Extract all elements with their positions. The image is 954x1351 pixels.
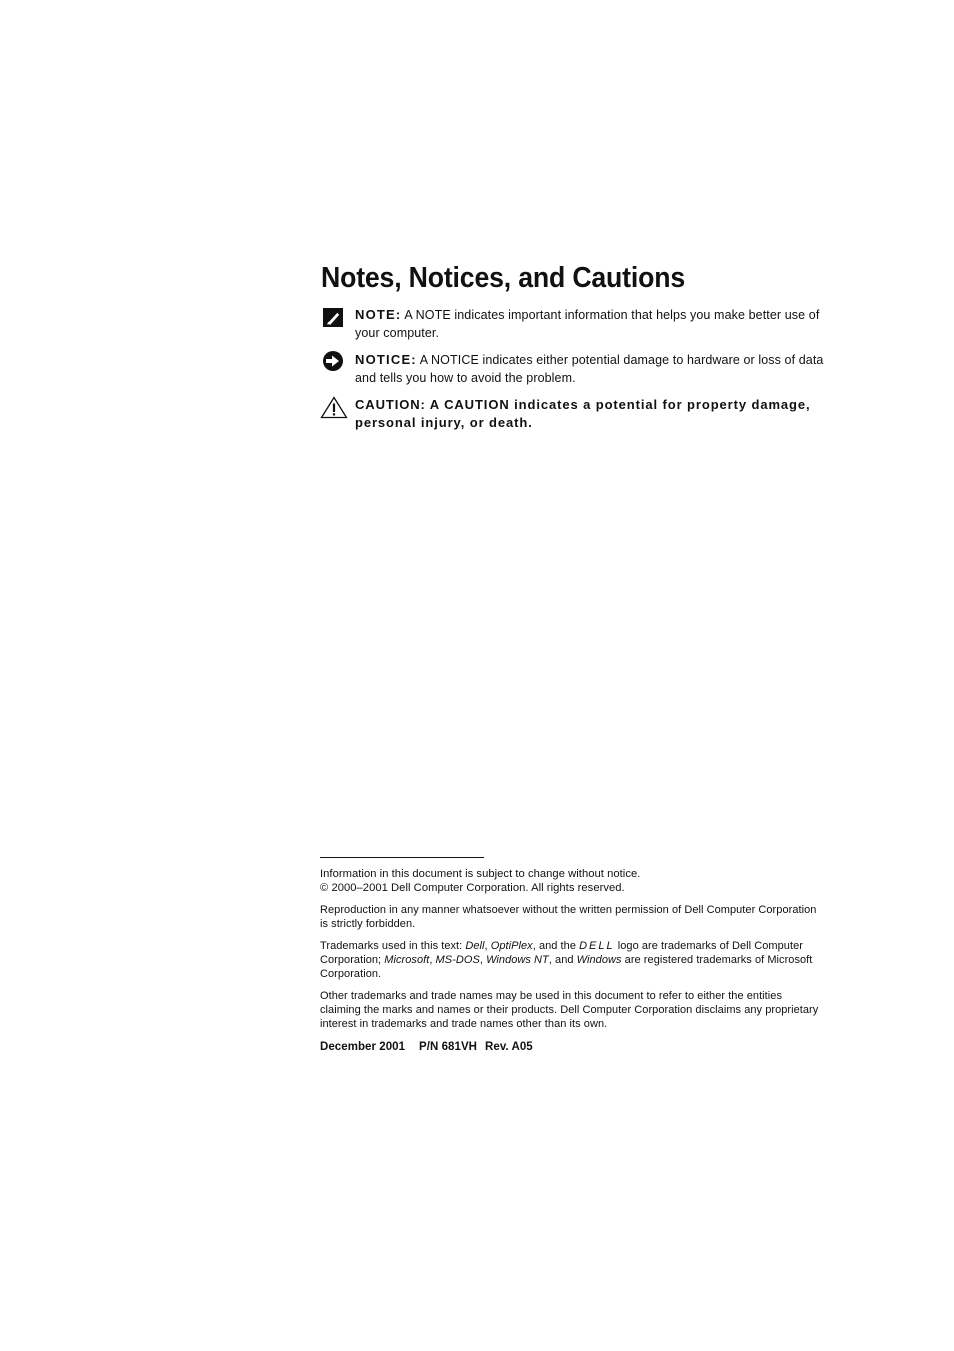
part-number: P/N 681VH (419, 1041, 478, 1053)
trademark-microsoft: Microsoft (384, 954, 430, 966)
caution-body: A CAUTION indicates a potential for property damage, personal injury, or death. (355, 397, 811, 430)
caution-label: CAUTION: (355, 397, 426, 412)
trademark-optiplex: OptiPlex (490, 940, 533, 952)
notice-body: A NOTICE indicates either potential damage to hardware or loss of data and tells you how to avoid the problem. (355, 353, 824, 385)
trademarks-sep: , and (548, 954, 577, 966)
arrow-circle-icon (320, 351, 346, 375)
note-body: A NOTE indicates important information that helps you make better use of your computer. (355, 308, 820, 340)
other-trademarks-notice: Other trademarks and trade names may be used in this document to refer to either the entities claiming the marks and names or their products. Dell Computer Corporation disclaims any proprietary interest in trademarks and trade names other than its own. (320, 990, 819, 1030)
note-label: NOTE: (355, 307, 402, 322)
publication-info (320, 1040, 825, 1054)
caution-text (355, 396, 825, 432)
dell-logo-text: DELL (579, 940, 615, 952)
trademarks-sep: , (429, 954, 436, 966)
copyright-line: © 2000–2001 Dell Computer Corporation. All rights reserved. (320, 882, 625, 894)
publication-date: December 2001 (320, 1041, 406, 1053)
notice-text (355, 351, 825, 387)
legal-footer (320, 857, 825, 1054)
trademarks-suffix: are registered trademarks of Microsoft Corporation. (320, 954, 813, 980)
notice-label: NOTICE: (355, 352, 417, 367)
footer-divider (320, 857, 484, 858)
page-title: Notes, Notices, and Cautions (321, 262, 685, 294)
trademarks-notice (320, 939, 825, 981)
change-notice: Information in this document is subject to change without notice. (320, 868, 641, 880)
trademarks-sep: , and the (532, 940, 580, 952)
trademark-dell: Dell (465, 940, 485, 952)
reproduction-notice: Reproduction in any manner whatsoever without the written permission of Dell Computer Corporation is strictly forbidden. (320, 904, 817, 930)
trademark-msdos: MS-DOS (435, 954, 480, 966)
pencil-note-icon (320, 306, 346, 330)
revision: Rev. A05 (485, 1041, 533, 1053)
trademark-windows: Windows (576, 954, 622, 966)
trademarks-sep: , (479, 954, 487, 966)
trademarks-logo-text: logo are trademarks of Dell Computer Corporation; (320, 940, 803, 966)
trademarks-prefix: Trademarks used in this text: (320, 940, 466, 952)
warning-triangle-icon (320, 396, 346, 420)
trademark-windows-nt: Windows NT (486, 954, 549, 966)
trademarks-sep: , (484, 940, 491, 952)
note-text (355, 306, 825, 342)
